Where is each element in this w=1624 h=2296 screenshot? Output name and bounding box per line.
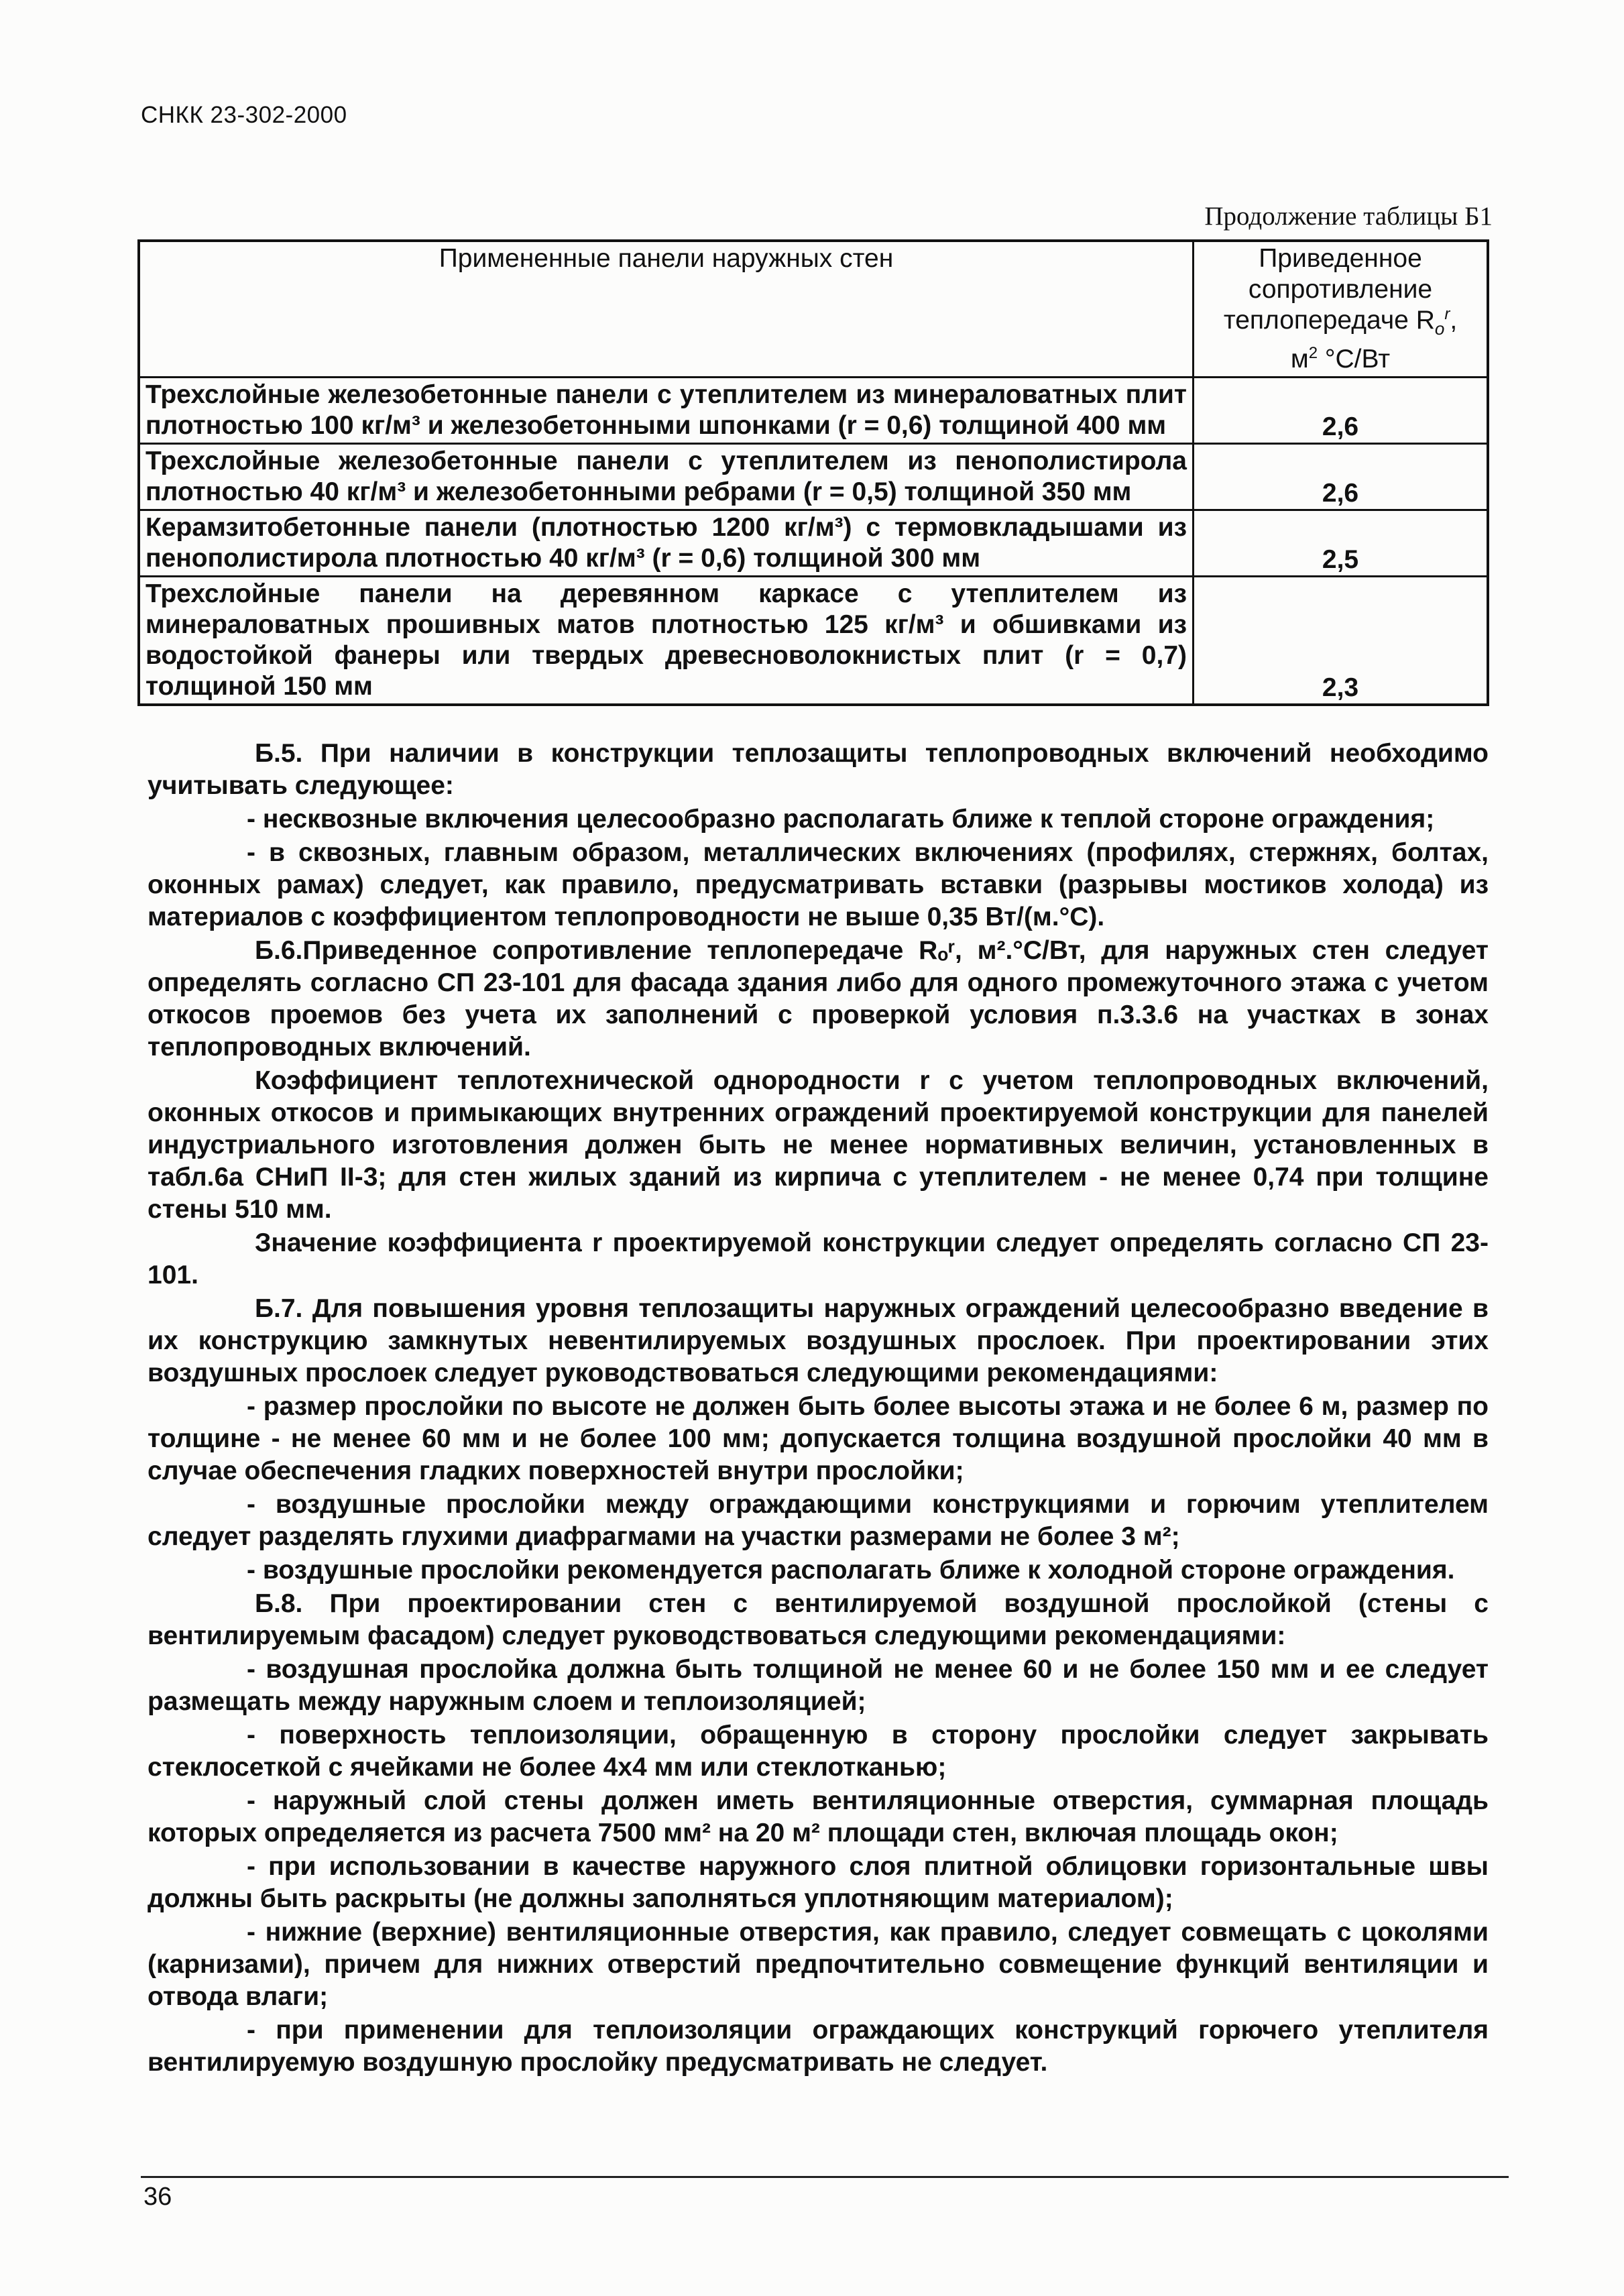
paragraph: Значение коэффициента r проектируемой конструкции следует определять согласно СП 23-101. [148,1228,1489,1289]
document-code: СНКК 23-302-2000 [141,102,347,128]
list-item: - поверхность теплоизоляции, обращенную в сторону прослойки следует закрывать стеклосеткой с ячейками не более 4х4 мм или стеклотканью; [148,1721,1489,1782]
list-item: - воздушная прослойка должна быть толщиной не менее 60 и не более 150 мм и ее следует размещать между наружным слоем и теплоизоляцией; [148,1655,1489,1716]
paragraph-b7: Б.7. Для повышения уровня теплозащиты наружных ограждений целесообразно введение в их конструкцию замкнутых невентилируемых воздушных прослоек. При проектировании этих воздушных прослоек следует руководствоваться следующими рекомендациями: [148,1294,1489,1387]
col2-header: Приведенное сопротивление теплопередаче $R_o^r$, $м^2$ °С/Вт [1194,241,1489,377]
paragraph-b5: Б.5. При наличии в конструкции теплозащиты теплопроводных включений необходимо учитывать следующее: [148,739,1489,800]
table-row [139,576,1488,705]
page-number: 36 [143,2183,172,2211]
footer-divider [141,2176,1509,2178]
table-continuation-caption: Продолжение таблицы Б1 [1204,202,1493,231]
list-item: - в сквозных, главным образом, металлических включениях (профилях, стержнях, болтах, оконных рамах) следует, как правило, предусматривать вставки (разрывы мостиков холода) из материалов с коэффициентом теплопроводности не выше 0,35 Вт/(м.°С). [148,838,1489,931]
list-item: - наружный слой стены должен иметь вентиляционные отверстия, суммарная площадь которых определяется из расчета 7500 мм² на 20 м² площади стен, включая площадь окон; [148,1786,1489,1847]
paragraph-b6: Б.6.Приведенное сопротивление теплопередаче Rₒʳ, м².°С/Вт, для наружных стен следует определять согласно СП 23-101 для фасада здания либо для одного промежуточного этажа с учетом откосов проемов без учета их заполнений с проверкой условия п.3.3.6 на участках в зонах теплопроводных включений. [148,936,1489,1061]
row-value: 2,6 [1194,443,1489,510]
paragraph-b8: Б.8. При проектировании стен с вентилируемой воздушной прослойкой (стены с вентилируемым фасадом) следует руководствоваться следующими рекомендациями: [148,1589,1489,1650]
row-value: 2,6 [1194,377,1489,443]
list-item: - воздушные прослойки между ограждающими конструкциями и горючим утеплителем следует разделять глухими диафрагмами на участки размерами не более 3 м²; [148,1490,1489,1551]
row-value: 2,3 [1194,576,1489,705]
table-header-row [139,241,1488,377]
paragraph: Коэффициент теплотехнической однородности r с учетом теплопроводных включений, оконных откосов и примыкающих внутренних ограждений проектируемой конструкции для панелей индустриального изготовления должен быть не менее нормативных величин, установленных в табл.6а СНиП II-3; для стен жилых зданий из кирпича с утеплителем - не менее 0,74 при толщине стены 510 мм. [148,1066,1489,1224]
table-row [139,510,1488,576]
list-item: - размер прослойки по высоте не должен быть более высоты этажа и не более 6 м, размер по толщине - не менее 60 мм и не более 100 мм; допускается толщина воздушной прослойки 40 мм в случае обеспечения гладких поверхностей внутри прослойки; [148,1392,1489,1485]
list-item: - несквозные включения целесообразно располагать ближе к теплой стороне ограждения; [247,805,1435,834]
row-description: Трехслойные железобетонные панели с утеплителем из минераловатных плит плотностью 100 кг/м³ и железобетонными шпонками (r = 0,6) толщиной 400 мм [139,377,1194,443]
list-item: - при применении для теплоизоляции ограждающих конструкций горючего утеплителя вентилируемую воздушную прослойку предусматривать не следует. [148,2016,1489,2077]
row-value: 2,5 [1194,510,1489,576]
row-description: Керамзитобетонные панели (плотностью 1200 кг/м³) с термовкладышами из пенополистирола плотностью 40 кг/м³ (r = 0,6) толщиной 300 мм [139,510,1194,576]
row-description: Трехслойные железобетонные панели с утеплителем из пенополистирола плотностью 40 кг/м³ и железобетонными ребрами (r = 0,5) толщиной 350 мм [139,443,1194,510]
list-item: - нижние (верхние) вентиляционные отверстия, как правило, следует совмещать с цоколями (карнизами), причем для нижних отверстий предпочтительно совмещение функций вентиляции и отвода влаги; [148,1918,1489,2011]
table-row [139,443,1488,510]
body-text [148,738,1489,2080]
col1-header: Примененные панели наружных стен [139,241,1194,377]
row-description: Трехслойные панели на деревянном каркасе с утеплителем из минераловатных прошивных матов плотностью 125 кг/м³ и обшивками из водостойкой фанеры или твердых древесноволокнистых плит (r = 0,7) толщиной 150 мм [139,576,1194,705]
list-item: - воздушные прослойки рекомендуется располагать ближе к холодной стороне ограждения. [247,1556,1455,1585]
list-item: - при использовании в качестве наружного слоя плитной облицовки горизонтальные швы должны быть раскрыты (не должны заполняться уплотняющим материалом); [148,1852,1489,1913]
table-row [139,377,1488,443]
panels-table [137,239,1489,706]
